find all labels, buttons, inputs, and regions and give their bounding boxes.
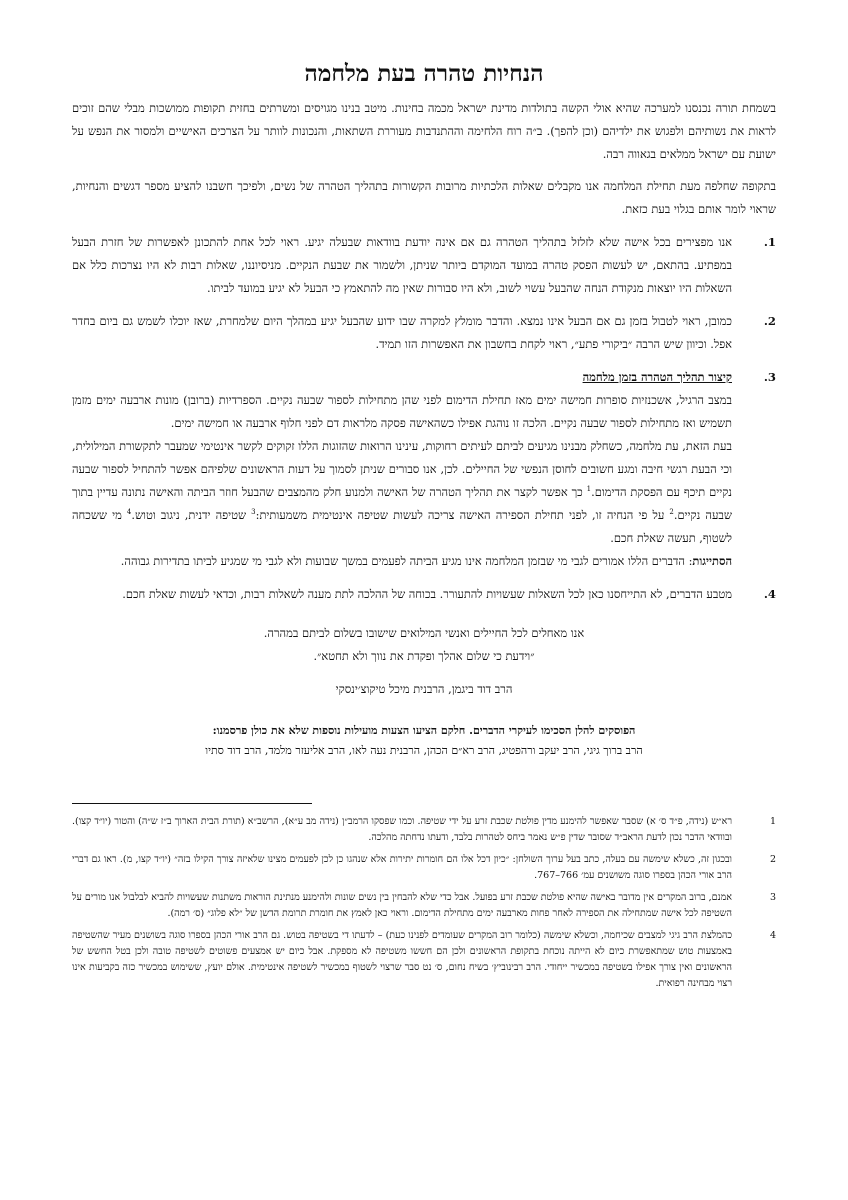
footnote-number: 3	[769, 892, 776, 903]
footnote-number: 2	[769, 854, 776, 865]
footnote-ref-1[interactable]: 1	[586, 485, 592, 494]
signatories: הרב דוד ביגמן, הרבנית מיכל טיקוצ׳ינסקי	[335, 682, 513, 696]
footnote-number: 1	[769, 816, 776, 827]
item-number: 4.	[763, 587, 776, 601]
poskim-block	[72, 721, 776, 761]
section-heading: קיצור תהליך הטהרה בזמן מלחמה	[582, 370, 732, 384]
footnote-text: כהמלצת הרב גיגי למצבים שכיחמה, וכשלא שימשה (כלומר רוב המקרים שעומדים לפנינו כעת) – לדעתו די בשטיפה בטוש. גם הרב אורי הכהן בספרו סוגה בשושנים מעיר שהשטיפה באמצעות טוש שמתאפשרת כיום לא הייתה נוכחת בתקופת הראשונים ולכן הם חששו משטיפה לא מספקת. אבל כיום יש אמצעים פשוטים לשטיפה טובה ולכן בטל החשש של הראשונים ואין צורך אפילו בשטיפה במכשיר ייחודי. הרב רבינוביץ׳ בשיח נחום, ס׳ נט סבר שרצוי לשטוף במכשיר לשטיפה אינטימית. אולם יועץ, ששימוש במכשיר כזה בקביעות אינו רצוי מבחינה רפואית.	[72, 930, 732, 989]
closing-blessing: אנו מאחלים לכל החיילים ואנשי המילואים שישובו בשלום לביתם במהרה.	[263, 626, 585, 640]
footnote-number: 4	[769, 930, 776, 941]
item-text: כמובן, ראוי לטבול בזמן גם אם הבעל אינו נמצא. והדבר מומלץ למקרה שבו ידוע שהבעל יגיע במהלך היום שלמחרת, שאז יוכלו לשמש גם ביום בחדר אפל. וכיוון שיש הרבה ״ביקורי פתע״, ראוי לקחת בחשבון את האפשרות הזו תמיד.	[72, 314, 732, 351]
footnote-4	[72, 928, 776, 992]
guideline-item-4	[72, 583, 776, 606]
wartime-text-e: מי ששכחה לשטוף, תעשה שאלת חכם.	[72, 508, 732, 545]
footnote-text: אמנם, ברוב המקרים אין מדובר באישה שהיא פולטת שכבת זרע בפועל. אבל כדי שלא להבחין בין נשים שונות ולהימנע מנתינת הוראות משתנות שעשויות להביא לבלבול אנו מורים על השטיפה לכל אישה שמתחילה את הספירה לאחר פחות מארבעה ימים מתחילת הדימום. וראוי כאן לאמץ את חומרת תרומת הדשן של ״לא פלוג״ (ס׳ רמה).	[72, 892, 732, 919]
item-number: 1.	[763, 235, 776, 249]
poskim-names: הרב ברוך גיגי, הרב יעקב ורהפטיג, הרב רא״ם הכהן, הרבנית נעה לאו, הרב אליעזר מלמד, הרב דוד סתיו	[205, 744, 643, 757]
item-text: מטבע הדברים, לא התייחסנו כאן לכל השאלות שעשויות להתעורר. בכוחה של ההלכה לתת מענה לשאלות רבות, וכדאי לעשות שאלת חכם.	[122, 587, 732, 601]
footnote-ref-3[interactable]: 3	[251, 508, 256, 517]
reservation-label: הסתייגות	[692, 554, 732, 568]
intro-paragraph-1: בשמחת תורה נכנסנו למערכה שהיא אולי הקשה בתולדות מדינת ישראל מכמה בחינות. מיטב בנינו מגויסים ומשרתים בחזית תקופות ממושכות מבלי שהם זוכים לראות את נשותיהם ולפגוש את ילדיהם (וכן להפך). ב״ה רוח הלחימה וההתנדבות מעוררת השתאות, והנכונות לוותר על הצרכים האישיים ולמסור את הנפש על ישועת עם ישראל ממלאים בגאווה רבה.	[72, 101, 776, 161]
footnote-3	[72, 890, 776, 922]
guideline-item-3	[72, 366, 776, 573]
closing-verse: ״וידעת כי שלום אהלך ופקדת את נווך ולא תחטא״.	[313, 649, 535, 663]
footnote-2	[72, 852, 776, 884]
item-number: 3.	[763, 370, 776, 384]
wartime-text-a: בעת הזאת, עת מלחמה, כשחלק מבנינו מגיעים לביתם לעיתים רחוקות, עינינו הרואות שהזוגות הללו זקוקים לקשר אינטימי שמעבר לתקשורת המילולית, וכי הבעת רגשי חיבה ומגע חשובים לחוסן הנפשי של החיילים. לכן, אנו סבורים שניתן לסמוך על דעות הראשונים שלפיהם אפשר להתחיל לספור שבעה נקיים תיכף עם הפסקת הדימום.	[72, 439, 732, 499]
footnote-ref-4[interactable]: 4	[126, 508, 132, 517]
document-title: הנחיות טהרה בעת מלחמה	[304, 60, 544, 87]
item-paragraph-normal-state: במצב הרגיל, אשכנזיות סופרות חמישה ימים מאז תחילת הדימום לפני שהן מתחילות לספור שבעה נקיים. הספרדיות (ברובן) מונות ארבעה ימים מזמן תשמיש ואז מתחילות לספור שבעה נקיים. הלכה זו נוהגת אפילו כשהאישה פסקה מלראות דם לפני חלוף ארבעה או חמישה ימים.	[72, 393, 732, 430]
footnote-1	[72, 814, 776, 846]
intro-paragraph-2: בתקופה שחלפה מעת תחילת המלחמה אנו מקבלים שאלות הלכתיות מרובות הקשורות בתהליך הטהרה של נשים, ולפיכך חשבנו להציע מספר דגשים והנחיות, שראוי לומר אותם בגלוי בעת כזאת.	[72, 179, 776, 216]
footnote-divider	[72, 803, 312, 804]
reservation-paragraph	[72, 550, 732, 573]
footnote-text: ובכגון זה, כשלא שימשה עם בעלה, כתב בעל ערוך השולחן: ״כיון דכל אלו הם חומרות יתירות אלא שנהגו כן לכן לפעמים מצינו שלאיזה צורך הקילו בזה״ (יו״ד קצו, מ). ראו גם דברי הרב אורי הכהן בספרו סוגה משושנים עמ׳ 766–767.	[72, 854, 732, 881]
reservation-text: : הדברים הללו אמורים לגבי מי שבזמן המלחמה אינו מגיע הביתה לפעמים במשך שבועות ולא לגבי מי שמגיע לביתו בתדירות גבוהה.	[120, 554, 693, 568]
wartime-text-c: על פי הנחיה זו, לפני תחילת הספירה האישה צריכה לעשות שטיפה אינטימית משמעותית:	[255, 508, 670, 522]
item-number: 2.	[763, 314, 776, 328]
closing-block	[72, 622, 776, 701]
guideline-item-1	[72, 231, 776, 300]
item-paragraph-wartime	[72, 435, 732, 550]
item-text: אנו מפצירים בכל אישה שלא לזלזל בתהליך הטהרה גם אם אינה יודעת בוודאות שבעלה יגיע. ראוי לכל אחת להתכונן לאפשרות של חזרת הבעל במפתיע. בהתאם, יש לעשות הפסק טהרה במועד המוקדם ביותר שניתן, ולשמור את שבעת הנקיים. מניסיוננו, שאלות רבות לא היו נצרכות כלל אם השאלות היו יוצאות מנקודת הנחה שהבעל עשוי לשוב, ולא היו סבורות שאין מה להתאמץ כי הבעל לא יגיע במועד לביתו.	[72, 235, 732, 295]
footnote-ref-2[interactable]: 2	[669, 508, 674, 517]
wartime-text-b: כך אפשר לקצר את תהליך הטהרה של האישה ולמנוע חלק מהמצבים שהבעל חוזר הביתה והאישה נתונה עדיין בתוך שבעה נקיים.	[72, 485, 732, 522]
footnotes	[72, 814, 776, 992]
guideline-item-2	[72, 310, 776, 356]
wartime-text-d: שטיפה ידנית, ניגוב וטוש.	[131, 508, 252, 522]
poskim-heading: הפוסקים להלן הסכימו לעיקרי הדברים. חלקם הציעו הצעות מועילות נוספות שלא את כולן פרסמנו:	[212, 724, 636, 737]
footnote-text: רא״ש (נידה, פ״ד ס׳ א) שסבר שאפשר להימנע מדין פולטת שכבת זרע על ידי שטיפה. וכמו שפסקו הרמב״ן (נידה מב ע״א), הרשב״א (תורת הבית הארוך ב״ז ש״ה) והטור (יו״ד קצו). ובוודאי הדבר נכון לדעת הראב״ד שסובר שדין פ״ש נאמר ביחס לטהרות בלבד, ודעתו נדחתה מהלכה.	[72, 816, 732, 843]
